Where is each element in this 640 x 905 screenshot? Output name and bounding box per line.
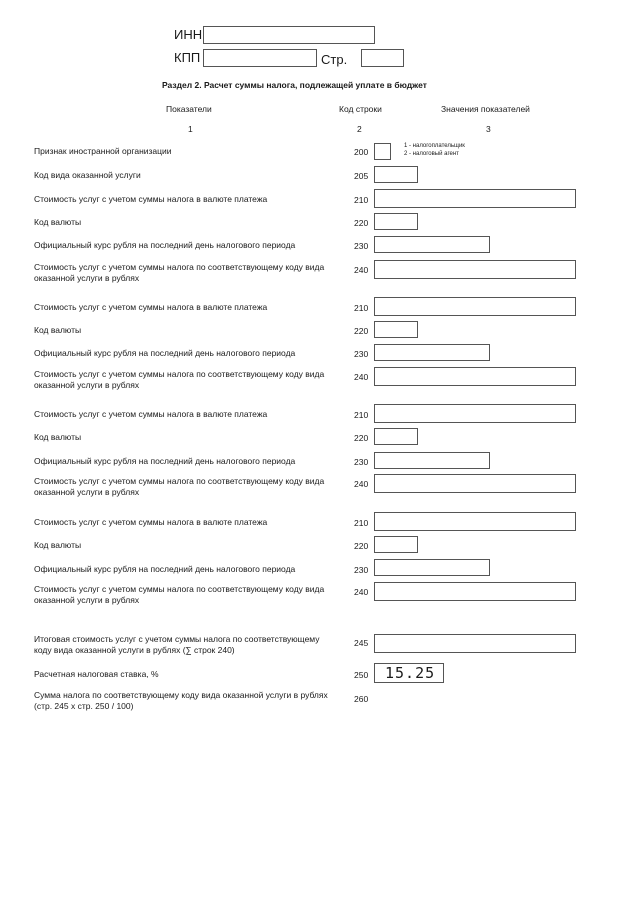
column-number-2: 2 <box>357 124 362 134</box>
block-2-row-230-label: Официальный курс рубля на последний день налогового периода <box>34 348 296 358</box>
block-3-row-240-label-line2: оказанной услуги в рублях <box>34 487 140 497</box>
block-3-currency-code-field[interactable] <box>374 428 418 445</box>
block-3-row-230-code: 230 <box>354 457 369 467</box>
column-header-values: Значения показателей <box>441 104 530 114</box>
row-245-label-line2: коду вида оказанной услуги в рублях (∑ строк 240) <box>34 645 235 655</box>
tax-rate-field[interactable]: 15.25 <box>374 663 444 683</box>
block-2-exchange-rate-field[interactable] <box>374 344 490 361</box>
block-1-row-210-code: 210 <box>354 195 369 205</box>
block-3-cost-rubles-field[interactable] <box>374 474 576 493</box>
block-2-cost-currency-field[interactable] <box>374 297 576 316</box>
column-header-indicators: Показатели <box>166 104 212 114</box>
block-3-exchange-rate-field[interactable] <box>374 452 490 469</box>
row-250-code: 250 <box>354 670 369 680</box>
block-2-row-230-code: 230 <box>354 349 369 359</box>
inn-label: ИНН <box>174 27 203 42</box>
column-number-3: 3 <box>486 124 491 134</box>
block-4-row-220-code: 220 <box>354 541 369 551</box>
block-4-row-240-label-line2: оказанной услуги в рублях <box>34 595 140 605</box>
block-4-cost-currency-field[interactable] <box>374 512 576 531</box>
total-cost-rubles-field[interactable] <box>374 634 576 653</box>
page-number-field[interactable] <box>361 49 404 67</box>
column-number-1: 1 <box>188 124 193 134</box>
block-1-row-220-label: Код валюты <box>34 217 82 227</box>
block-1-exchange-rate-field[interactable] <box>374 236 490 253</box>
block-1-row-240-label-line2: оказанной услуги в рублях <box>34 273 140 283</box>
block-2-cost-rubles-field[interactable] <box>374 367 576 386</box>
row-245-label-line1: Итоговая стоимость услуг с учетом суммы налога по соответствующему <box>34 634 320 644</box>
block-1-cost-rubles-field[interactable] <box>374 260 576 279</box>
block-1-row-240-label-line1: Стоимость услуг с учетом суммы налога по соответствующему коду вида <box>34 262 325 272</box>
row-200-label: Признак иностранной организации <box>34 146 172 156</box>
block-2-row-210-code: 210 <box>354 303 369 313</box>
block-1-row-230-code: 230 <box>354 241 369 251</box>
row-260-code: 260 <box>354 694 369 704</box>
block-4-cost-rubles-field[interactable] <box>374 582 576 601</box>
block-4-exchange-rate-field[interactable] <box>374 559 490 576</box>
block-4-row-210-code: 210 <box>354 518 369 528</box>
block-4-row-240-label-line1: Стоимость услуг с учетом суммы налога по соответствующему коду вида <box>34 584 325 594</box>
block-2-row-210-label: Стоимость услуг с учетом суммы налога в валюте платежа <box>34 302 268 312</box>
page-number-label: Стр. <box>321 52 348 67</box>
block-4-currency-code-field[interactable] <box>374 536 418 553</box>
block-1-row-210-label: Стоимость услуг с учетом суммы налога в валюте платежа <box>34 194 268 204</box>
column-header-row-code: Код строки <box>339 104 382 114</box>
block-2-row-220-code: 220 <box>354 326 369 336</box>
block-4-row-220-label: Код валюты <box>34 540 82 550</box>
kpp-field[interactable] <box>203 49 317 67</box>
block-1-cost-currency-field[interactable] <box>374 189 576 208</box>
block-4-row-230-label: Официальный курс рубля на последний день налогового периода <box>34 564 296 574</box>
section-title: Раздел 2. Расчет суммы налога, подлежащей уплате в бюджет <box>162 80 427 90</box>
block-1-row-230-label: Официальный курс рубля на последний день налогового периода <box>34 240 296 250</box>
row-260-label-line1: Сумма налога по соответствующему коду вида оказанной услуги в рублях <box>34 690 328 700</box>
block-3-row-210-label: Стоимость услуг с учетом суммы налога в валюте платежа <box>34 409 268 419</box>
block-3-row-220-label: Код валюты <box>34 432 82 442</box>
block-3-row-240-label-line1: Стоимость услуг с учетом суммы налога по соответствующему коду вида <box>34 476 325 486</box>
block-3-row-220-code: 220 <box>354 433 369 443</box>
block-1-currency-code-field[interactable] <box>374 213 418 230</box>
block-2-row-240-label-line2: оказанной услуги в рублях <box>34 380 140 390</box>
row-260-label-line2: (стр. 245 х стр. 250 / 100) <box>34 701 134 711</box>
block-3-row-210-code: 210 <box>354 410 369 420</box>
block-3-row-230-label: Официальный курс рубля на последний день налогового периода <box>34 456 296 466</box>
service-type-code-field[interactable] <box>374 166 418 183</box>
row-205-code: 205 <box>354 171 369 181</box>
block-4-row-210-label: Стоимость услуг с учетом суммы налога в валюте платежа <box>34 517 268 527</box>
flag-option-taxpayer: 1 - налогоплательщик <box>404 143 465 149</box>
block-2-row-220-label: Код валюты <box>34 325 82 335</box>
block-2-currency-code-field[interactable] <box>374 321 418 338</box>
block-2-row-240-code: 240 <box>354 372 369 382</box>
row-245-code: 245 <box>354 638 369 648</box>
block-2-row-240-label-line1: Стоимость услуг с учетом суммы налога по соответствующему коду вида <box>34 369 325 379</box>
row-250-label: Расчетная налоговая ставка, % <box>34 669 159 679</box>
block-3-cost-currency-field[interactable] <box>374 404 576 423</box>
inn-field[interactable] <box>203 26 375 44</box>
block-4-row-240-code: 240 <box>354 587 369 597</box>
row-205-label: Код вида оказанной услуги <box>34 170 141 180</box>
block-3-row-240-code: 240 <box>354 479 369 489</box>
flag-option-tax-agent: 2 - налоговый агент <box>404 151 459 157</box>
kpp-label: КПП <box>174 50 201 65</box>
block-1-row-220-code: 220 <box>354 218 369 228</box>
foreign-org-flag-field[interactable] <box>374 143 391 160</box>
block-1-row-240-code: 240 <box>354 265 369 275</box>
row-200-code: 200 <box>354 147 369 157</box>
block-4-row-230-code: 230 <box>354 565 369 575</box>
